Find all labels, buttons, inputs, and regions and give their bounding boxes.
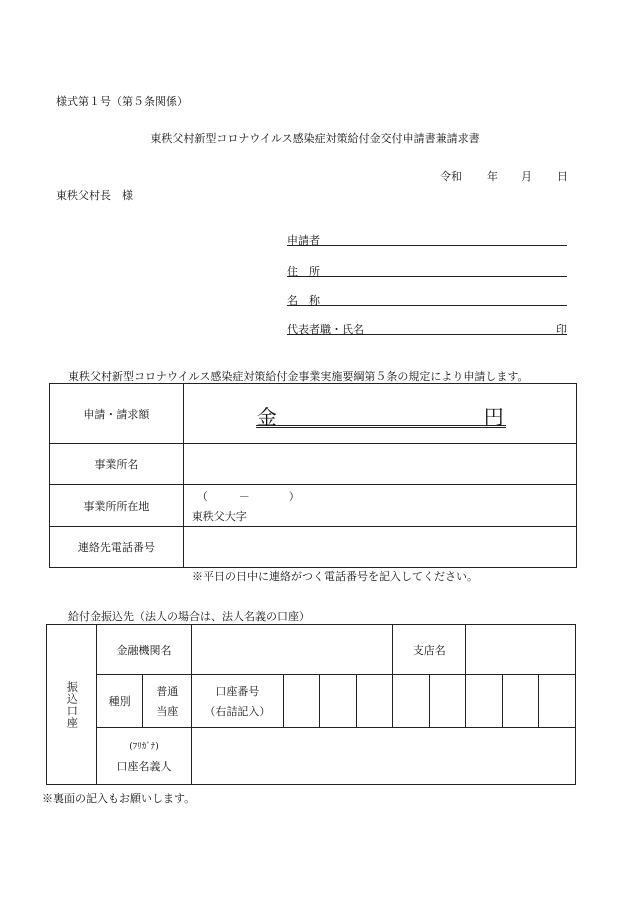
postal-dash: － — [238, 490, 250, 503]
account-number-title: 口座番号 — [215, 685, 260, 698]
applicant-label: 申請者 — [287, 234, 320, 247]
applicant-line[interactable] — [287, 231, 567, 246]
bank-name-field[interactable] — [192, 625, 393, 675]
amount-suffix: 円 — [483, 405, 504, 429]
office-name-label: 事業所名 — [50, 444, 184, 485]
amount-underline-1 — [256, 425, 506, 426]
name-label: 名 称 — [287, 294, 320, 307]
address-prefix: 東秩父大字 — [191, 510, 247, 523]
addressee: 東秩父村長 様 — [56, 189, 133, 202]
account-digit-box[interactable] — [429, 675, 466, 728]
amount-label: 申請・請求額 — [50, 384, 184, 444]
date-month: 月 — [521, 170, 532, 183]
furigana-label: (ﾌﾘｶﾞﾅ) — [129, 741, 159, 752]
address-label: 住 所 — [287, 265, 320, 278]
account-number-note: （右詰記入） — [204, 705, 271, 718]
amount-field[interactable] — [183, 384, 576, 444]
representative-label: 代表者職・氏名 — [287, 323, 364, 336]
branch-name-label: 支店名 — [393, 625, 466, 675]
account-type-ordinary: 普通 — [156, 685, 179, 698]
transfer-account-vertical-text: 振込口座 — [65, 680, 79, 729]
account-digit-box[interactable] — [320, 675, 357, 728]
form-number: 様式第１号（第５条関係） — [56, 95, 188, 108]
name-line[interactable] — [287, 291, 567, 306]
bank-name-label: 金融機関名 — [96, 625, 191, 675]
account-digit-box[interactable] — [356, 675, 393, 728]
account-number-label — [192, 675, 283, 728]
account-holder-title: 口座名義人 — [116, 759, 172, 773]
address-line[interactable] — [287, 262, 567, 277]
account-digit-box[interactable] — [502, 675, 539, 728]
account-type-current: 当座 — [156, 705, 179, 718]
office-name-field[interactable] — [183, 444, 576, 485]
account-digit-box[interactable] — [283, 675, 320, 728]
bank-heading: 給付金振込先（法人の場合は、法人名義の口座） — [68, 610, 310, 623]
date-day: 日 — [557, 170, 568, 183]
application-table — [49, 383, 577, 568]
bank-table — [46, 624, 576, 785]
postal-left-paren: （ — [196, 490, 208, 503]
account-digit-box[interactable] — [466, 675, 503, 728]
phone-label: 連絡先電話番号 — [50, 527, 184, 568]
account-holder-field[interactable] — [192, 728, 576, 785]
back-side-note: ※裏面の記入もお願いします。 — [42, 792, 196, 805]
account-holder-label — [96, 728, 191, 785]
seal-mark: 印 — [556, 323, 567, 336]
office-address-field[interactable] — [183, 485, 576, 527]
amount-prefix: 金 — [256, 405, 277, 429]
date-year: 年 — [487, 170, 498, 183]
amount-underline-2 — [256, 427, 506, 428]
document-title: 東秩父村新型コロナウイルス感染症対策給付金交付申請書兼請求書 — [150, 132, 480, 145]
account-digit-box[interactable] — [393, 675, 430, 728]
postal-right-paren: ） — [288, 490, 300, 503]
statement: 東秩父村新型コロナウイルス感染症対策給付金事業実施要綱第５条の規定により申請します。 — [68, 370, 529, 383]
office-address-label: 事業所所在地 — [50, 485, 184, 527]
account-type-label: 種別 — [96, 675, 143, 728]
branch-name-field[interactable] — [466, 625, 576, 675]
date-era: 令和 — [440, 170, 462, 183]
transfer-account-side-label — [47, 625, 97, 785]
phone-note: ※平日の日中に連絡がつく電話番号を記入してください。 — [192, 570, 478, 583]
phone-field[interactable] — [183, 527, 576, 568]
account-digit-box[interactable] — [539, 675, 576, 728]
account-type-options[interactable] — [143, 675, 192, 728]
representative-line[interactable] — [287, 320, 567, 335]
